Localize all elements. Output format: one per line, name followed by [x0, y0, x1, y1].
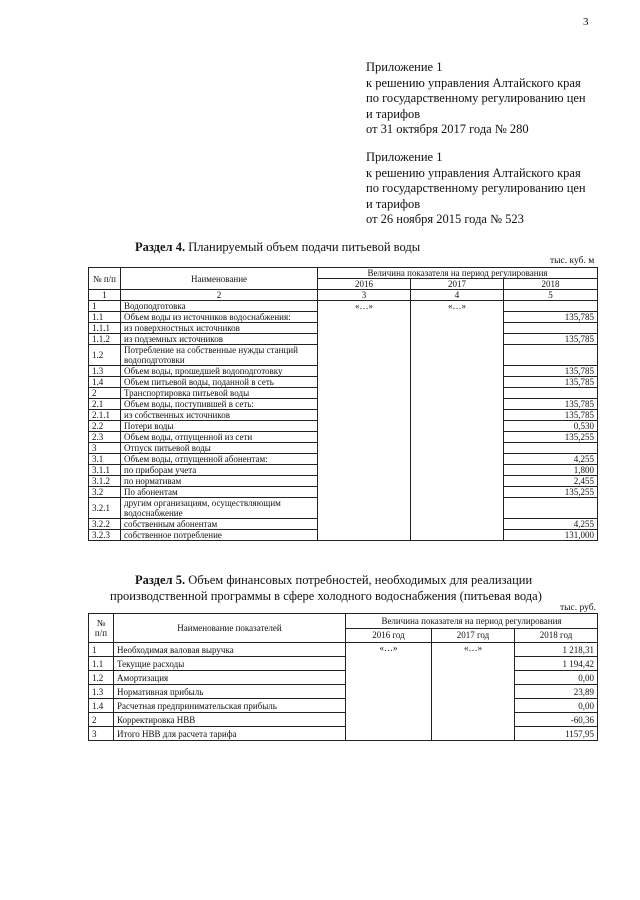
col-header-year: 2017	[411, 279, 504, 290]
row-number: 1.2	[89, 671, 114, 685]
row-number: 3	[89, 727, 114, 741]
appendix-line: и тарифов	[366, 106, 421, 121]
row-number: 1	[89, 301, 121, 312]
row-number: 1.2	[89, 345, 121, 366]
section4-unit: тыс. куб. м	[550, 256, 595, 266]
row-name: по приборам учета	[121, 465, 318, 476]
col-index: 3	[318, 290, 411, 301]
row-number: 2	[89, 713, 114, 727]
row-number: 1.3	[89, 366, 121, 377]
value-2018: 0,00	[515, 671, 598, 685]
value-2018: 135,785	[504, 377, 598, 388]
table-row	[89, 713, 598, 727]
col-header-name: Наименование	[121, 268, 318, 290]
row-name: Объем воды, прошедшей водоподготовку	[121, 366, 318, 377]
row-number: 1.4	[89, 699, 114, 713]
value-2018: 135,785	[504, 334, 598, 345]
row-name: Объем воды, отпущенной абонентам:	[121, 454, 318, 465]
col-header-value: Величина показателя на период регулирования	[346, 614, 598, 629]
appendix-line: и тарифов	[366, 196, 421, 211]
value-2018: 23,89	[515, 685, 598, 699]
value-2018: 131,000	[504, 530, 598, 541]
col-index: 2	[121, 290, 318, 301]
value-2018: 2,455	[504, 476, 598, 487]
row-number: 3.2.3	[89, 530, 121, 541]
row-name: собственное потребление	[121, 530, 318, 541]
row-number: 3.1.1	[89, 465, 121, 476]
value-2018: 135,785	[504, 312, 598, 323]
row-name: Объем воды, поступившей в сеть:	[121, 399, 318, 410]
row-name: Потери воды	[121, 421, 318, 432]
value-2018: 4,255	[504, 519, 598, 530]
table-row	[89, 301, 598, 312]
row-number: 1.1.2	[89, 334, 121, 345]
row-name: Нормативная прибыль	[114, 685, 346, 699]
col-header-year: 2017 год	[432, 628, 515, 643]
col-header-year: 2016 год	[346, 628, 432, 643]
row-name: из подземных источников	[121, 334, 318, 345]
row-number: 1.1.1	[89, 323, 121, 334]
row-number: 1.1	[89, 657, 114, 671]
row-name: Необходимая валовая выручка	[114, 643, 346, 657]
value-2018: 0,00	[515, 699, 598, 713]
value-2018	[504, 345, 598, 366]
appendix-line: Приложение 1	[366, 60, 443, 74]
row-number: 3.2	[89, 487, 121, 498]
value-2018: 1 194,42	[515, 657, 598, 671]
value-2018: 1,800	[504, 465, 598, 476]
col-index: 5	[504, 290, 598, 301]
appendix-line: по государственному регулированию цен	[366, 181, 586, 196]
row-number: 1.4	[89, 377, 121, 388]
value-2018	[504, 388, 598, 399]
value-2018: 135,785	[504, 399, 598, 410]
value-2018	[504, 498, 598, 519]
value-2017: «…»	[432, 643, 515, 741]
col-header-name: Наименование показателей	[114, 614, 346, 643]
row-name: Потребление на собственные нужды станций водоподготовки	[121, 345, 318, 366]
col-header-year: 2018 год	[515, 628, 598, 643]
table-row	[89, 671, 598, 685]
col-header-num: № п/п	[89, 268, 121, 290]
appendix-line: по государственному регулированию цен	[366, 91, 586, 106]
row-number: 2	[89, 388, 121, 399]
row-name: Корректировка НВВ	[114, 713, 346, 727]
section5-title-text: Объем финансовых потребностей, необходимых для реализации производственной программы в сфере холодного водоснабжения (питьевая вода)	[110, 573, 542, 603]
appendix-block-original	[366, 150, 586, 228]
row-number: 2.1.1	[89, 410, 121, 421]
appendix-line: Приложение 1	[366, 150, 443, 164]
row-name: из поверхностных источников	[121, 323, 318, 334]
row-number: 2.3	[89, 432, 121, 443]
table-row	[89, 657, 598, 671]
value-2018: 1 218,31	[515, 643, 598, 657]
row-name: по нормативам	[121, 476, 318, 487]
appendix-block-current	[366, 60, 586, 138]
table-row	[89, 643, 598, 657]
value-2018: 4,255	[504, 454, 598, 465]
value-2018	[504, 443, 598, 454]
row-name: По абонентам	[121, 487, 318, 498]
appendix-line: к решению управления Алтайского края	[366, 165, 581, 180]
row-number: 3.1.2	[89, 476, 121, 487]
row-name: Текущие расходы	[114, 657, 346, 671]
appendix-line: от 31 октября 2017 года № 280	[366, 122, 529, 137]
value-2018: 0,530	[504, 421, 598, 432]
row-name: Расчетная предпринимательская прибыль	[114, 699, 346, 713]
row-name: Транспортировка питьевой воды	[121, 388, 318, 399]
col-header-year: 2016	[318, 279, 411, 290]
section5-table	[88, 613, 598, 741]
row-name: собственным абонентам	[121, 519, 318, 530]
table-row	[89, 685, 598, 699]
row-name: Амортизация	[114, 671, 346, 685]
col-index: 4	[411, 290, 504, 301]
col-header-year: 2018	[504, 279, 598, 290]
value-2016: «…»	[346, 643, 432, 741]
section5-title-bold: Раздел 5.	[135, 573, 186, 587]
row-name: Итого НВВ для расчета тарифа	[114, 727, 346, 741]
appendix-line: от 26 ноября 2015 года № 523	[366, 212, 524, 227]
row-number: 3.2.1	[89, 498, 121, 519]
section4-title	[135, 240, 420, 256]
row-name: Отпуск питьевой воды	[121, 443, 318, 454]
value-2018: 135,255	[504, 487, 598, 498]
row-number: 3.1	[89, 454, 121, 465]
row-number: 3.2.2	[89, 519, 121, 530]
section4-title-bold: Раздел 4.	[135, 240, 186, 254]
col-header-num: № п/п	[89, 614, 114, 643]
value-2016: «…»	[318, 301, 411, 541]
table-row	[89, 699, 598, 713]
value-2018: 1157,95	[515, 727, 598, 741]
row-number: 1	[89, 643, 114, 657]
row-name: Объем питьевой воды, поданной в сеть	[121, 377, 318, 388]
row-number: 1.3	[89, 685, 114, 699]
col-header-value: Величина показателя на период регулирования	[318, 268, 598, 279]
row-name: другим организациям, осуществляющим водоснабжение	[121, 498, 318, 519]
value-2018	[504, 301, 598, 312]
row-number: 3	[89, 443, 121, 454]
row-name: Водоподготовка	[121, 301, 318, 312]
section4-title-text: Планируемый объем подачи питьевой воды	[188, 240, 421, 254]
table-row	[89, 727, 598, 741]
row-number: 2.1	[89, 399, 121, 410]
section5-unit: тыс. руб.	[560, 603, 596, 613]
row-number: 2.2	[89, 421, 121, 432]
col-index: 1	[89, 290, 121, 301]
row-name: из собственных источников	[121, 410, 318, 421]
page-number: 3	[583, 16, 589, 28]
value-2017: «…»	[411, 301, 504, 541]
value-2018	[504, 323, 598, 334]
section4-table	[88, 267, 598, 541]
section5-title	[110, 573, 600, 604]
value-2018: 135,785	[504, 366, 598, 377]
row-name: Объем воды, отпущенной из сети	[121, 432, 318, 443]
appendix-line: к решению управления Алтайского края	[366, 75, 581, 90]
value-2018: 135,785	[504, 410, 598, 421]
row-name: Объем воды из источников водоснабжения:	[121, 312, 318, 323]
value-2018: 135,255	[504, 432, 598, 443]
value-2018: -60,36	[515, 713, 598, 727]
row-number: 1.1	[89, 312, 121, 323]
